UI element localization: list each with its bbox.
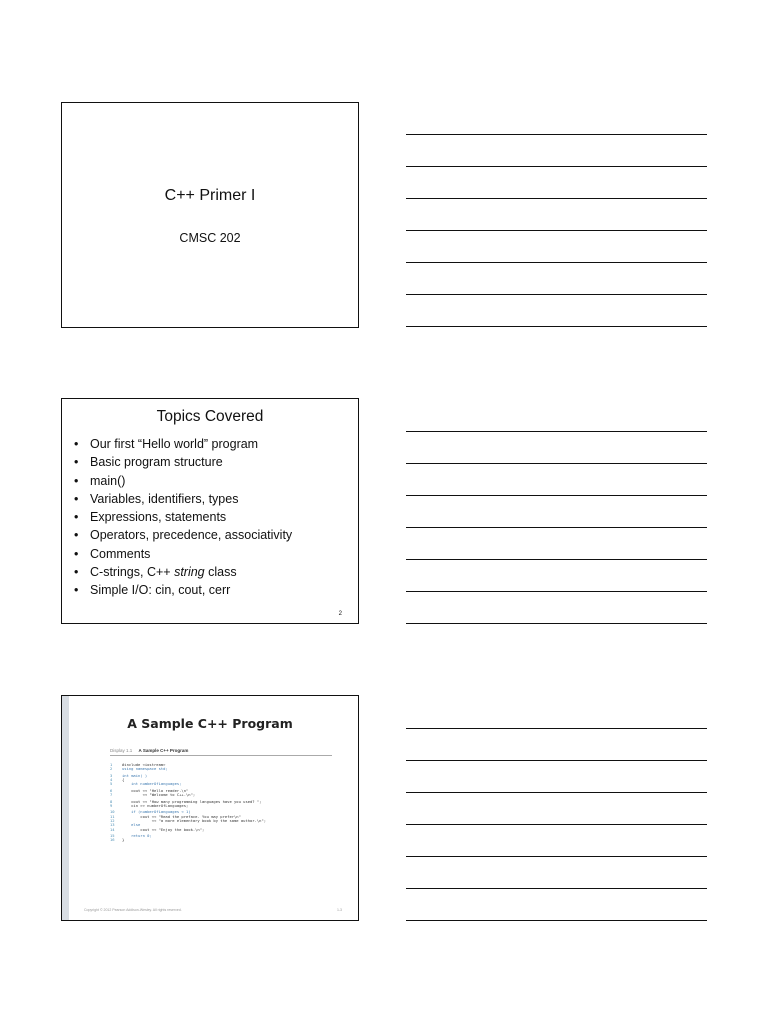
note-line bbox=[406, 728, 707, 729]
code-line-number: 11 bbox=[110, 813, 115, 819]
code-line-number: 9 bbox=[110, 802, 113, 808]
topics-list bbox=[74, 435, 292, 600]
code-line-number: 1 bbox=[110, 762, 113, 767]
code-line-number: 15 bbox=[110, 833, 115, 839]
code-line-text: else bbox=[122, 822, 141, 828]
code-line-text: if (numberOfLanguages < 1) bbox=[122, 809, 191, 815]
code-line-text: cout << "How many programming languages have you used? "; bbox=[122, 798, 262, 804]
code-line-number: 3 bbox=[110, 772, 113, 778]
code-line-text: cout << "Enjoy the book.\n"; bbox=[122, 826, 205, 832]
slide-1-subtitle: CMSC 202 bbox=[179, 231, 241, 245]
slide-1 bbox=[61, 102, 359, 328]
note-line bbox=[406, 463, 707, 464]
note-line bbox=[406, 262, 707, 263]
code-line-text: << "Welcome to C++.\n"; bbox=[122, 792, 196, 798]
list-item: • Our first “Hello world” program bbox=[74, 437, 259, 451]
note-line bbox=[406, 856, 707, 857]
code-line-number: 16 bbox=[110, 837, 115, 843]
code-line-number: 10 bbox=[110, 809, 115, 815]
slide-2 bbox=[61, 398, 359, 624]
code-line-text: cin >> numberOfLanguages; bbox=[122, 802, 189, 808]
code-line-number: 4 bbox=[110, 777, 113, 783]
note-line bbox=[406, 294, 707, 295]
display-title: A Sample C++ Program bbox=[138, 748, 189, 753]
slide-3 bbox=[61, 695, 359, 921]
note-line bbox=[406, 198, 707, 199]
list-item: • Operators, precedence, associativity bbox=[74, 528, 293, 543]
list-item: • Simple I/O: cin, cout, cerr bbox=[74, 583, 231, 598]
list-item: • main() bbox=[74, 473, 126, 488]
note-line bbox=[406, 495, 707, 496]
code-line-text: } bbox=[122, 837, 125, 843]
code-line-number: 12 bbox=[110, 818, 115, 824]
slide-3-page-number: 1-3 bbox=[336, 908, 342, 912]
note-line bbox=[406, 792, 707, 793]
slide-1-title: C++ Primer I bbox=[164, 187, 256, 204]
code-line-text: int numberOfLanguages; bbox=[122, 781, 182, 787]
list-item: • C-strings, C++ string class bbox=[74, 565, 237, 580]
note-line bbox=[406, 760, 707, 761]
code-line-number: 14 bbox=[110, 826, 115, 832]
code-line-text: int main( ) bbox=[122, 772, 148, 778]
code-line-number: 6 bbox=[110, 787, 113, 793]
code-listing bbox=[110, 763, 266, 843]
code-line-text: cout << "Hello reader.\n" bbox=[122, 787, 189, 793]
slide-2-title: Topics Covered bbox=[156, 408, 264, 425]
code-line-number: 8 bbox=[110, 798, 113, 804]
list-item: • Comments bbox=[74, 546, 151, 561]
slide-3-title: A Sample C++ Program bbox=[127, 716, 293, 731]
note-line bbox=[406, 888, 707, 889]
note-line bbox=[406, 230, 707, 231]
code-line-text: using namespace std; bbox=[122, 766, 168, 772]
note-line bbox=[406, 326, 707, 327]
code-line-number: 5 bbox=[110, 781, 113, 787]
note-line bbox=[406, 527, 707, 528]
code-line-text: { bbox=[122, 777, 125, 783]
note-line bbox=[406, 559, 707, 560]
code-line bbox=[110, 838, 266, 842]
slide-2-page-number: 2 bbox=[338, 611, 342, 617]
code-line-number: 13 bbox=[110, 822, 115, 828]
note-line bbox=[406, 920, 707, 921]
copyright-text: Copyright © 2012 Pearson Addison-Wesley. All rights reserved. bbox=[84, 908, 182, 912]
note-line bbox=[406, 824, 707, 825]
note-line bbox=[406, 134, 707, 135]
note-line bbox=[406, 591, 707, 592]
note-line bbox=[406, 623, 707, 624]
display-caption bbox=[110, 747, 332, 756]
display-label: Display 1.1 bbox=[110, 748, 133, 753]
code-line-number: 2 bbox=[110, 766, 113, 772]
code-line-text: #include <iostream> bbox=[122, 762, 166, 767]
code-line-text: << "a more elementary book by the same author.\n"; bbox=[122, 818, 267, 824]
note-line bbox=[406, 166, 707, 167]
code-line-number: 7 bbox=[110, 792, 113, 798]
list-item: • Variables, identifiers, types bbox=[74, 491, 239, 506]
list-item: • Expressions, statements bbox=[74, 510, 227, 525]
code-line-text: return 0; bbox=[122, 833, 152, 839]
list-item: • Basic program structure bbox=[74, 455, 223, 470]
code-line-text: cout << "Read the preface. You may prefer\n" bbox=[122, 813, 241, 819]
note-line bbox=[406, 431, 707, 432]
